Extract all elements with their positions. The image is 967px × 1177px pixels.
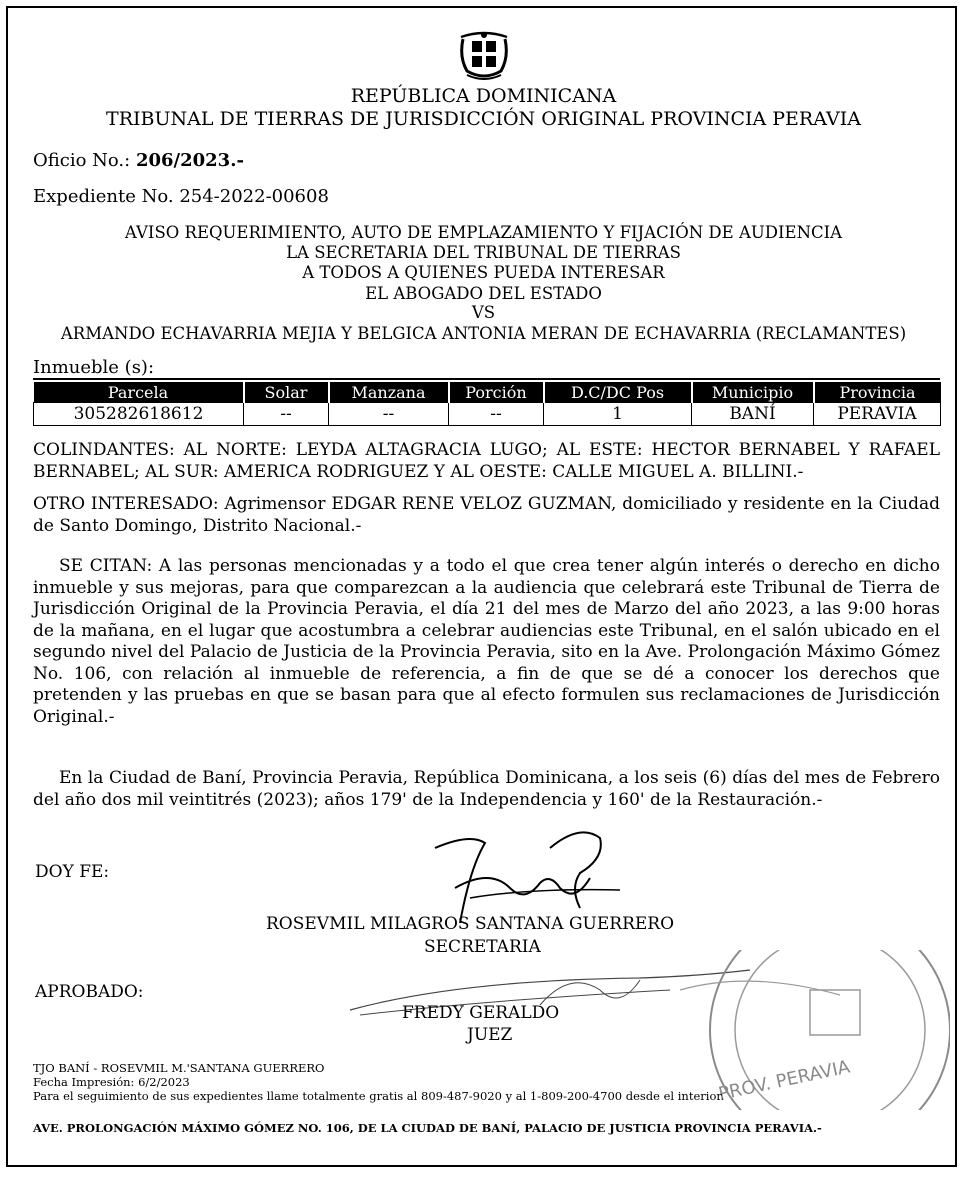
footer-address: AVE. PROLONGACIÓN MÁXIMO GÓMEZ NO. 106, DE LA CIUDAD DE BANÍ, PALACIO DE JUSTICIA PROVINCIA PERAVIA.- [33,1121,822,1135]
footer-line-2: Fecha Impresión: 6/2/2023 [33,1075,190,1089]
cell-manzana: -- [329,403,449,426]
colindantes-paragraph: COLINDANTES: AL NORTE: LEYDA ALTAGRACIA LUGO; AL ESTE: HECTOR BERNABEL Y RAFAEL BERNABEL; AL SUR: AMERICA RODRIGUEZ Y AL OESTE: CALLE MIGUEL A. BILLINI.- [33,440,940,482]
oficio-line [33,150,244,172]
expediente-line [33,186,329,208]
footer-line-3: Para el seguimiento de sus expedientes llame totalmente gratis al 809-487-9020 y al 1-809-200-4700 desde el interior. [33,1089,725,1103]
col-manzana: Manzana [329,382,449,403]
aviso-title: AVISO REQUERIMIENTO, AUTO DE EMPLAZAMIENTO Y FIJACIÓN DE AUDIENCIA [124,223,843,242]
inmueble-label: Inmueble (s): [33,357,940,380]
cell-parcela: 305282618612 [34,403,244,426]
oficio-label: Oficio No.: [33,150,131,171]
coat-of-arms-icon [457,27,511,81]
aviso-interesar: A TODOS A QUIENES PUEDA INTERESAR [302,263,665,282]
col-porcion: Porción [449,382,544,403]
doy-fe-label: DOY FE: [35,862,110,882]
secretaria-title: SECRETARIA [424,937,541,957]
cell-solar: -- [244,403,329,426]
country-title: REPÚBLICA DOMINICANA [350,85,617,107]
cell-municipio: BANÍ [692,403,814,426]
col-solar: Solar [244,382,329,403]
expediente-number: 254-2022-00608 [179,186,329,207]
secretaria-signature-icon [430,828,630,928]
aviso-secretaria: LA SECRETARIA DEL TRIBUNAL DE TIERRAS [286,243,681,262]
aprobado-label: APROBADO: [35,982,144,1002]
col-dc-pos: D.C/DC Pos [544,382,692,403]
aviso-reclamantes: ARMANDO ECHAVARRIA MEJIA Y BELGICA ANTONIA MERAN DE ECHAVARRIA (RECLAMANTES) [60,324,907,343]
cell-dc-pos: 1 [544,403,692,426]
svg-text:PROV. PERAVIA: PROV. PERAVIA [716,1056,852,1105]
juez-name: FREDY GERALDO [402,1003,560,1023]
col-provincia: Provincia [814,382,941,403]
official-seal-icon [660,950,950,1110]
col-parcela: Parcela [34,382,244,403]
se-citan-paragraph: SE CITAN: A las personas mencionadas y a todo el que crea tener algún interés o derecho en dicho inmueble y sus mejoras, para que comparezcan a la audiencia que celebrará este Tribunal de Tierra de Jurisdicción Original de la Provincia Peravia, el día 21 del mes de Marzo del año 2023, a las 9:00 horas de la mañana, en el lugar que acostumbra a celebrar audiencias este Tribunal, en el salón ubicado en el segundo nivel del Palacio de Justicia de la Provincia Peravia, sito en la Ave. Prolongación Máximo Gómez No. 106, con relación al inmueble de referencia, a fin de que se dé a conocer los derechos que pretenden y las pruebas en que se basan para que al efecto formulen sus reclamaciones de Jurisdicción Original.- [33,556,940,727]
fecha-lugar-paragraph: En la Ciudad de Baní, Provincia Peravia, República Dominicana, a los seis (6) días del mes de Febrero del año dos mil veintitrés (2023); años 179' de la Independencia y 160' de la Restauración.- [33,768,940,810]
col-municipio: Municipio [692,382,814,403]
aviso-vs: VS [471,303,496,322]
juez-title: JUEZ [467,1025,513,1045]
expediente-label: Expediente No. [33,186,174,207]
table-row [34,403,941,426]
inmueble-header-row [34,382,941,403]
oficio-number: 206/2023.- [135,150,244,171]
footer-line-1: TJO BANÍ - ROSEVMIL M.'SANTANA GUERRERO [33,1061,325,1075]
cell-provincia: PERAVIA [814,403,941,426]
tribunal-title: TRIBUNAL DE TIERRAS DE JURISDICCIÓN ORIGINAL PROVINCIA PERAVIA [106,108,861,130]
cell-porcion: -- [449,403,544,426]
secretaria-name: ROSEVMIL MILAGROS SANTANA GUERRERO [266,914,675,934]
otro-interesado-paragraph: OTRO INTERESADO: Agrimensor EDGAR RENE VELOZ GUZMAN, domiciliado y residente en la Ciudad de Santo Domingo, Distrito Nacional.- [33,494,940,536]
aviso-abogado: EL ABOGADO DEL ESTADO [365,284,602,303]
inmueble-table [33,382,941,426]
